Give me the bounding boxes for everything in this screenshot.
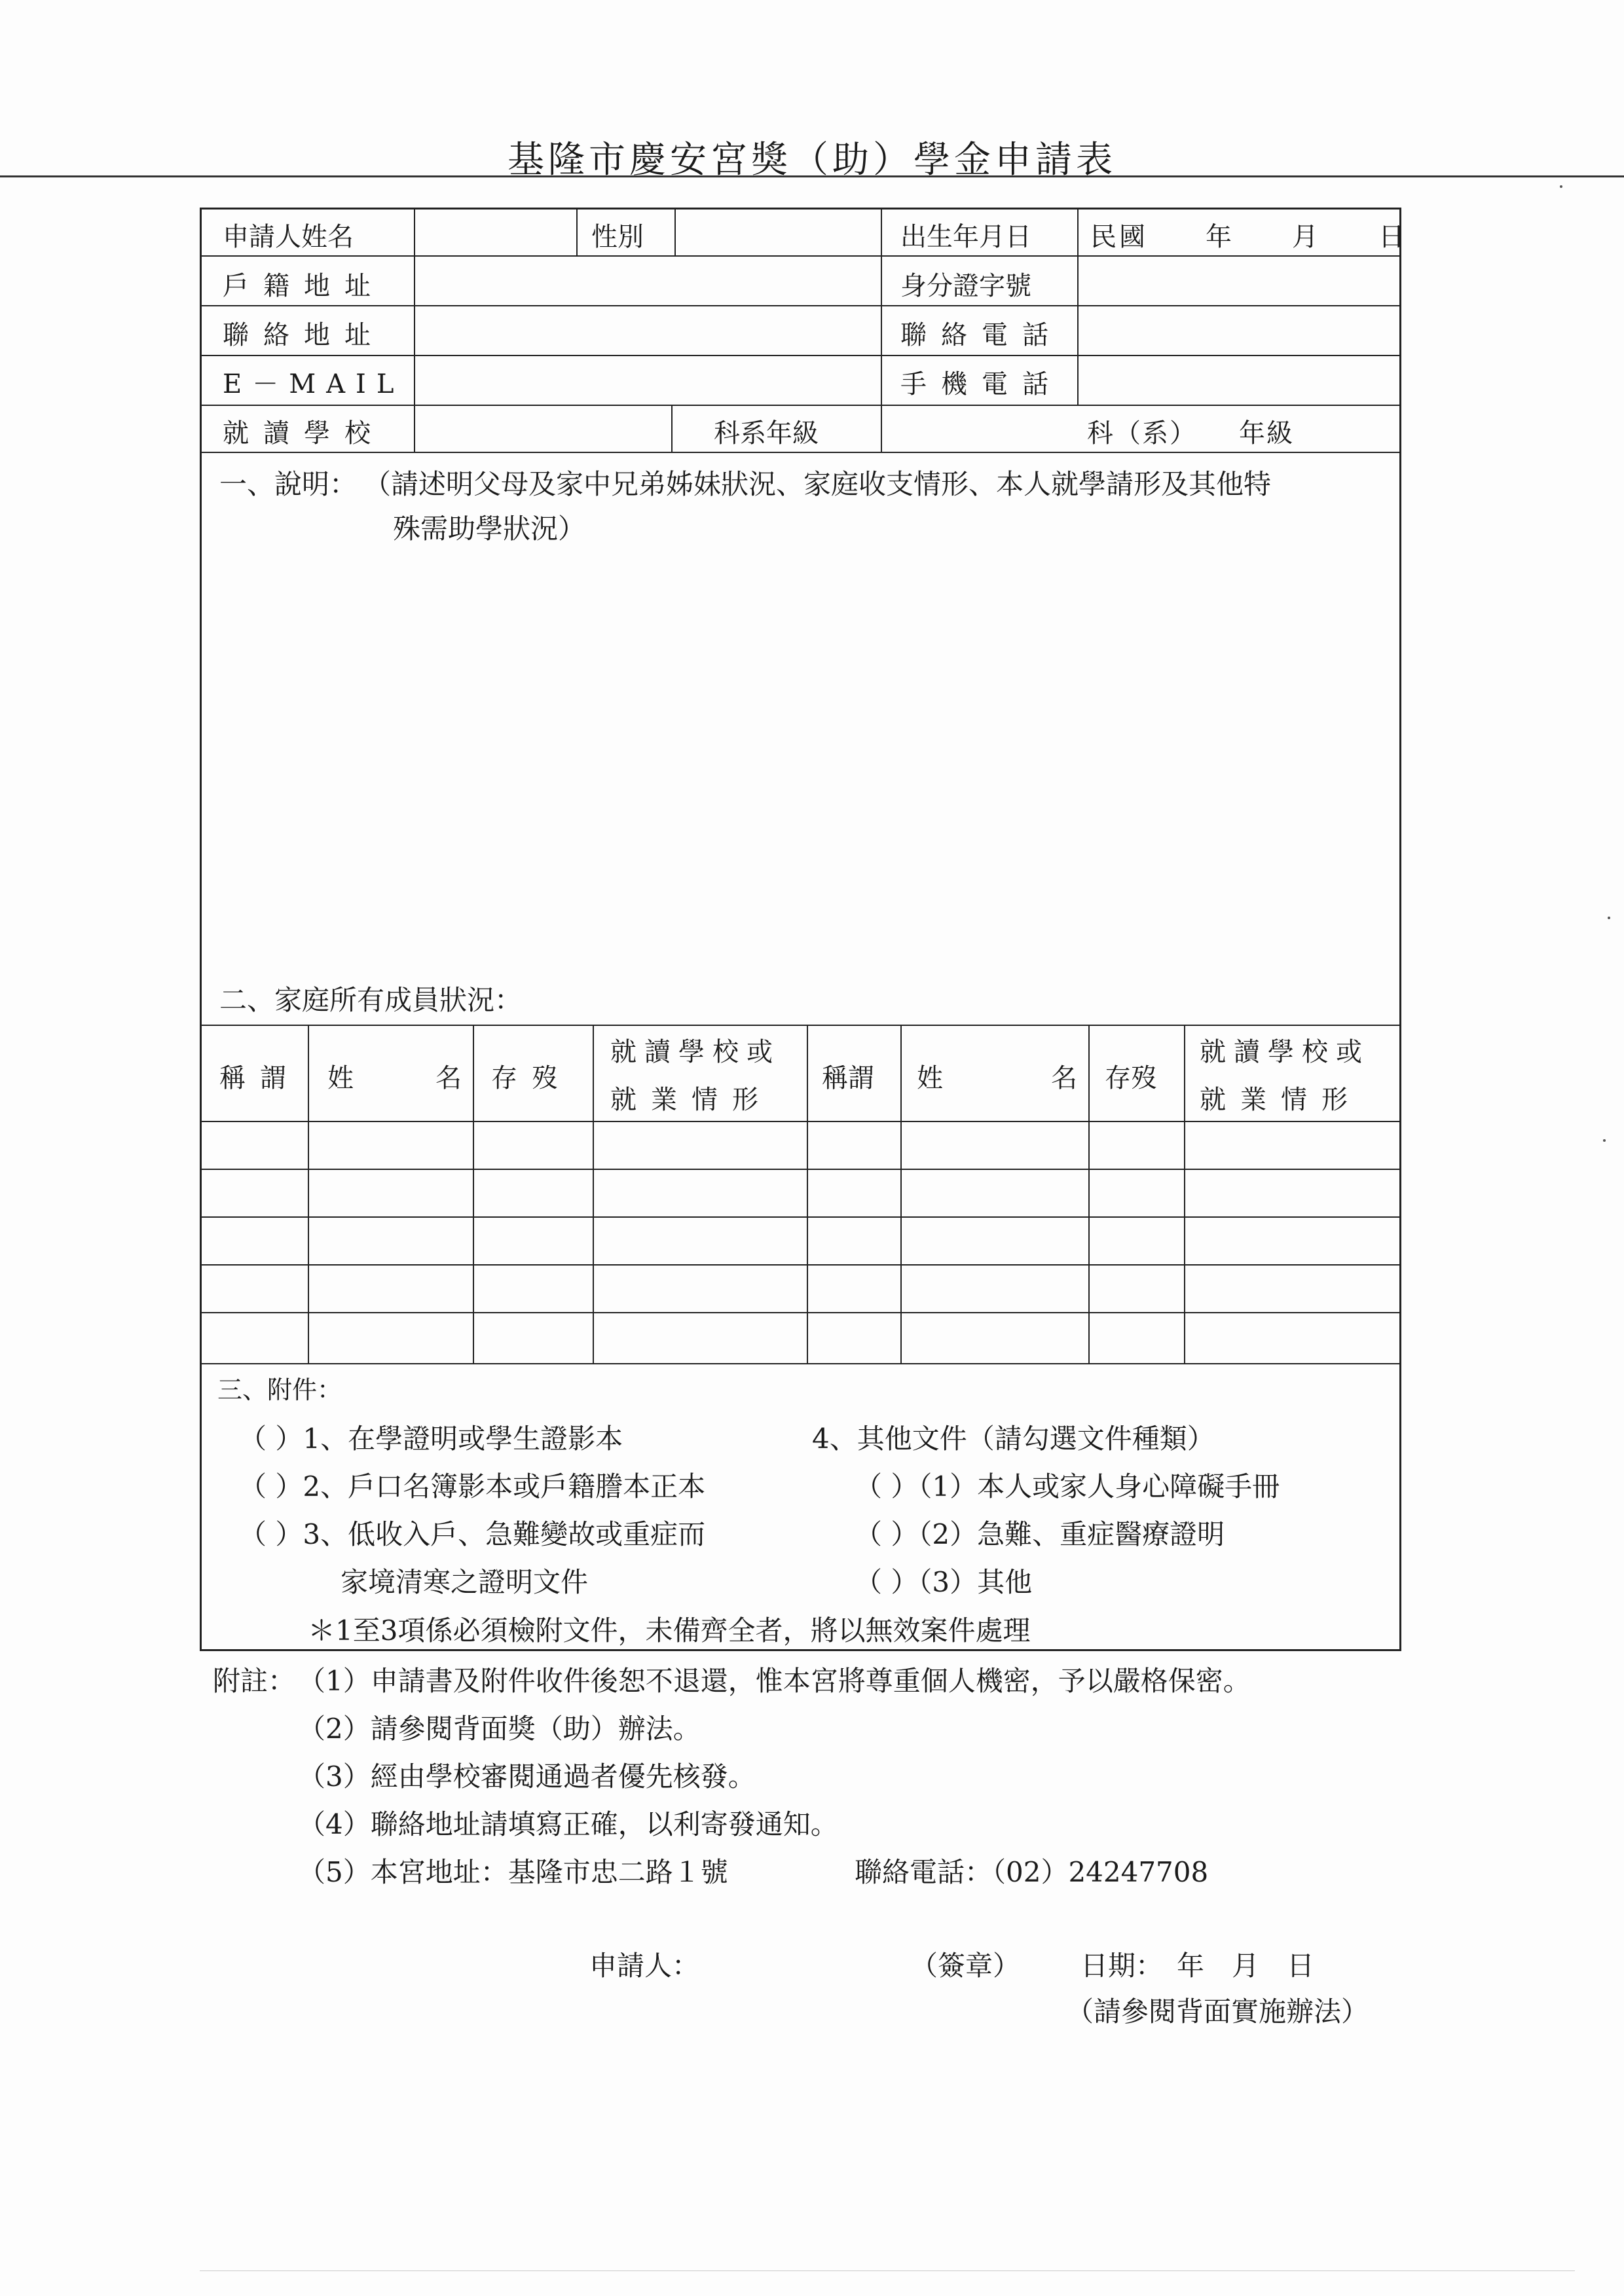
title-rule <box>0 175 1624 177</box>
notes-label: 附註： <box>213 1665 296 1697</box>
note-2: （2）請參閱背面獎（助）辦法。 <box>298 1713 701 1745</box>
row-line-5 <box>200 452 1401 453</box>
section1-line1: （請述明父母及家中兄弟姊妹狀況、家庭收支情形、本人就學請形及其他特 <box>363 468 1272 500</box>
family-col-2 <box>473 1025 474 1363</box>
col-line-c <box>674 208 676 255</box>
section3-heading: 三、附件： <box>217 1376 342 1404</box>
required-warning: ＊1至3項係必須檢附文件，未備齊全者，將以無效案件處理 <box>308 1614 1031 1647</box>
family-table-bottom <box>200 1363 1401 1364</box>
label-contact-phone: 聯絡電話 <box>900 320 1063 350</box>
family-col-5 <box>900 1025 902 1363</box>
scan-speck <box>1560 185 1562 188</box>
label-birth-date: 出生年月日 <box>900 222 1031 252</box>
attachment-item-2: （ ）2、戶口名簿影本或戶籍謄本正本 <box>239 1470 706 1503</box>
refer-back-note: （請參閱背面實施辦法） <box>1066 1995 1369 2028</box>
attachment-item-1: （ ）1、在學證明或學生證影本 <box>239 1423 623 1455</box>
family-row-3 <box>200 1264 1401 1266</box>
label-id-number: 身分證字號 <box>900 271 1031 301</box>
scan-edge-line <box>200 2270 1575 2271</box>
family-col-title-right: 稱謂 <box>822 1063 874 1093</box>
section2-heading: 二、家庭所有成員狀況： <box>219 984 523 1016</box>
label-department-grade: 科系年級 <box>714 418 819 448</box>
note-4: （4）聯絡地址請填寫正確，以利寄發通知。 <box>298 1808 838 1840</box>
note-3: （3）經由學校審閱通過者優先核發。 <box>298 1760 756 1793</box>
scan-speck <box>1603 1139 1606 1142</box>
section1-heading: 一、說明： <box>219 468 358 500</box>
family-col-3 <box>593 1025 594 1363</box>
family-row-4 <box>200 1312 1401 1313</box>
col-line-a <box>414 208 415 452</box>
family-col-status-1-right: 就讀學校或 <box>1200 1037 1370 1067</box>
other-documents-heading: 4、其他文件（請勾選文件種類） <box>812 1423 1215 1455</box>
col-line-d <box>881 208 882 452</box>
family-col-alive-right: 存歿 <box>1105 1063 1157 1093</box>
row-line-1 <box>200 255 1401 257</box>
col-line-b <box>576 208 578 255</box>
family-table-top <box>200 1025 1401 1026</box>
label-gender: 性別 <box>591 222 644 252</box>
note-5: （5）本宮地址：基隆市忠二路１號 <box>298 1856 728 1888</box>
signature-seal-label: （簽章） <box>910 1950 1021 1982</box>
family-col-7 <box>1184 1025 1185 1363</box>
family-col-status-2-left: 就業情形 <box>610 1085 773 1115</box>
department-grade-value: 科（系） 年級 <box>1087 418 1294 448</box>
family-col-name-a-left: 姓 <box>327 1063 354 1093</box>
col-line-e <box>1077 208 1079 405</box>
note-1: （1）申請書及附件收件後恕不退還，惟本宮將尊重個人機密，予以嚴格保密。 <box>298 1665 1251 1697</box>
family-row-1 <box>200 1169 1401 1170</box>
family-col-4 <box>807 1025 808 1363</box>
other-document-3: （ ）（3）其他 <box>855 1566 1033 1598</box>
family-header-bottom <box>200 1121 1401 1122</box>
row-line-4 <box>200 405 1401 406</box>
family-col-alive-left: 存歿 <box>491 1063 572 1093</box>
row-line-3 <box>200 355 1401 356</box>
other-document-2: （ ）（2）急難、重症醫療證明 <box>855 1518 1225 1550</box>
col-line-f <box>671 405 673 452</box>
label-email: E－MAIL <box>223 369 405 399</box>
birth-date-value: 民國 年 月 日 <box>1090 222 1407 252</box>
row-line-2 <box>200 305 1401 306</box>
label-household-address: 戶籍地址 <box>223 271 385 301</box>
family-col-name-a-right: 姓 <box>917 1063 943 1093</box>
scan-speck <box>1608 917 1610 919</box>
attachment-item-3-cont: 家境清寒之證明文件 <box>341 1566 589 1598</box>
signature-date-label: 日期： 年 月 日 <box>1080 1950 1315 1982</box>
family-col-status-2-right: 就業情形 <box>1200 1085 1362 1115</box>
family-col-1 <box>308 1025 309 1363</box>
form-title: 基隆市慶安宮獎（助）學金申請表 <box>507 139 1116 181</box>
family-col-status-1-left: 就讀學校或 <box>610 1037 781 1067</box>
label-applicant-name: 申請人姓名 <box>223 222 354 252</box>
label-school: 就讀學校 <box>223 418 385 448</box>
section1-line2: 殊需助學狀況） <box>393 513 586 545</box>
family-col-name-b-right: 名 <box>1051 1063 1077 1093</box>
attachment-item-3: （ ）3、低收入戶、急難變故或重症而 <box>239 1518 706 1550</box>
label-mobile: 手機電話 <box>900 369 1063 399</box>
signature-applicant-label: 申請人： <box>589 1950 700 1982</box>
family-col-name-b-left: 名 <box>435 1063 462 1093</box>
family-col-title-left: 稱謂 <box>219 1063 301 1093</box>
other-document-1: （ ）（1）本人或家人身心障礙手冊 <box>855 1470 1280 1503</box>
family-row-2 <box>200 1216 1401 1218</box>
label-contact-address: 聯絡地址 <box>223 320 385 350</box>
contact-phone-note: 聯絡電話：（02）24247708 <box>855 1856 1209 1888</box>
family-col-6 <box>1088 1025 1090 1363</box>
